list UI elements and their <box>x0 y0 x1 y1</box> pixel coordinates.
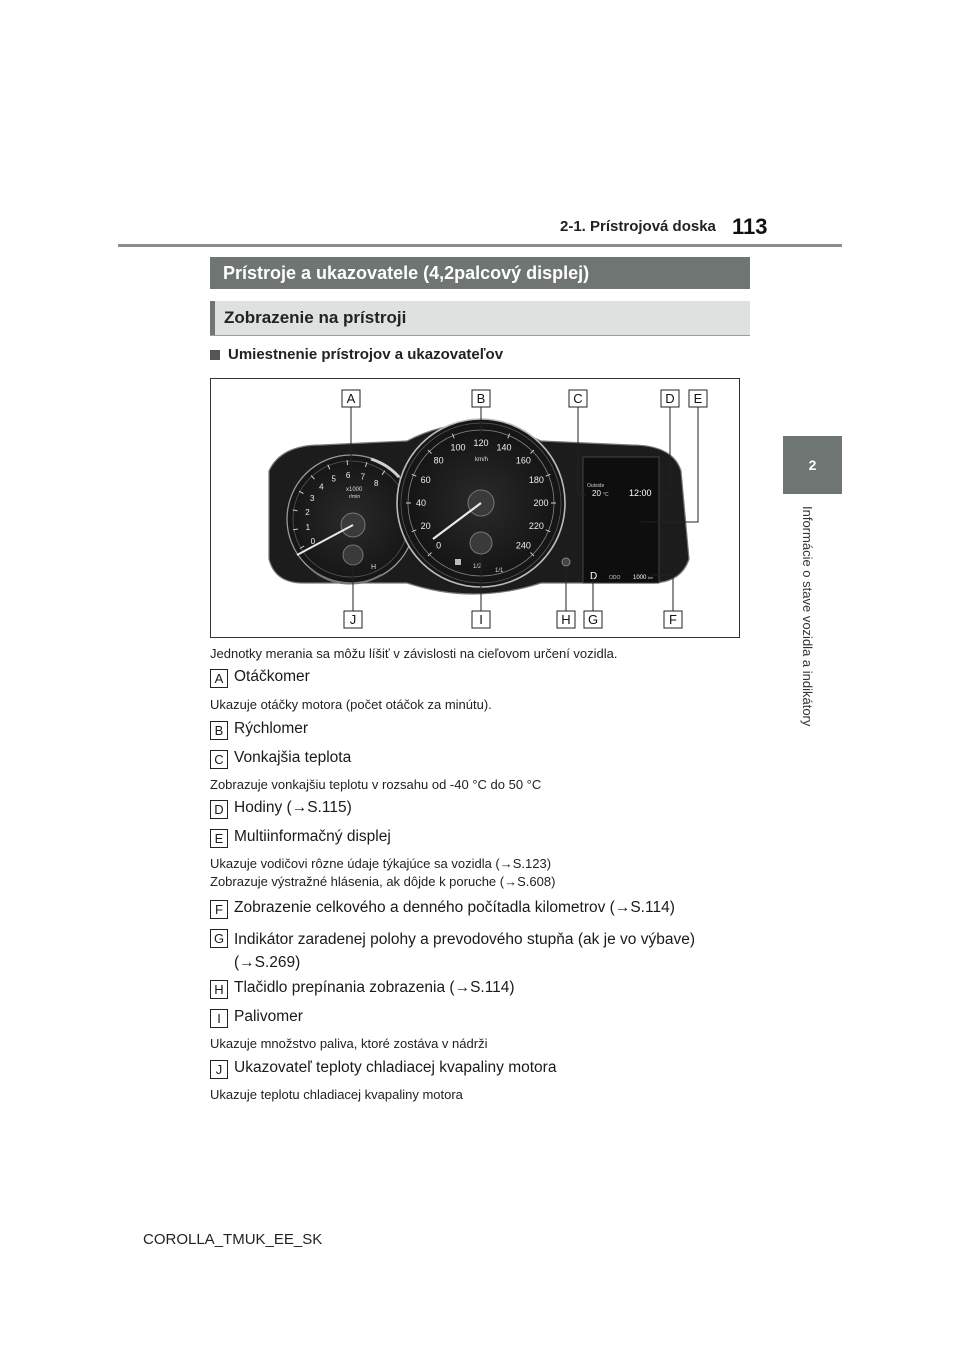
speed-tick-label: 120 <box>473 438 489 449</box>
callout-J <box>344 611 362 628</box>
svg-text:B: B <box>476 391 486 406</box>
item-j-desc: Ukazuje teplotu chladiacej kvapaliny motora <box>210 1087 463 1102</box>
item-title: Vonkajšia teplota <box>234 749 352 766</box>
figure-caption: Jednotky merania sa môžu líšiť v závislosti na cieľovom určení vozidla. <box>210 646 618 661</box>
fuel-full-label: 1/1 <box>495 568 504 574</box>
speed-tick-label: 100 <box>450 442 466 453</box>
label-box: J <box>210 1060 228 1079</box>
outside-temp-unit: °C <box>603 492 609 498</box>
callout-I <box>472 611 490 628</box>
item-title: Palivomer <box>234 1008 303 1025</box>
label-box: E <box>210 829 228 848</box>
odo-label: ODO <box>609 575 621 581</box>
square-bullet-icon <box>210 350 220 360</box>
callout-A <box>342 390 360 407</box>
svg-text:H: H <box>561 612 571 627</box>
item-c-desc: Zobrazuje vonkajšiu teplotu v rozsahu od -40 °C do 50 °C <box>210 777 542 792</box>
speed-tick-label: 240 <box>515 540 531 551</box>
section-header: 2-1. Prístrojová doska <box>560 218 716 235</box>
tach-tick-label: 1 <box>305 522 311 532</box>
item-h <box>210 979 515 999</box>
item-title: Tlačidlo prepínania zobrazenia (→S.114) <box>234 979 515 996</box>
speed-tick-label: 140 <box>496 442 512 453</box>
instrument-cluster-figure <box>210 378 740 638</box>
label-box: H <box>210 980 228 999</box>
speed-unit: km/h <box>475 457 489 463</box>
tach-unit-bottom: r/min <box>349 494 361 500</box>
subheading <box>210 346 503 363</box>
tach-tick-label: 3 <box>309 494 315 504</box>
item-d <box>210 799 352 819</box>
speed-tick-label: 20 <box>420 521 431 532</box>
callout-H <box>557 611 575 628</box>
label-box: G <box>210 929 228 948</box>
item-title: Indikátor zaradenej polohy a prevodového stupňa (ak je vo výbave) (→S.269) <box>234 931 695 971</box>
tach-tick-label: 4 <box>319 482 324 492</box>
item-title: Ukazovateľ teploty chladiacej kvapaliny motora <box>234 1059 557 1076</box>
subheading-text: Umiestnenie prístrojov a ukazovateľov <box>228 346 504 363</box>
svg-text:E: E <box>693 391 703 406</box>
tach-tick-label: 8 <box>373 478 379 488</box>
multi-info-display <box>583 457 659 583</box>
item-title: Hodiny (→S.115) <box>234 799 352 816</box>
subsection-title: Zobrazenie na prístroji <box>210 301 750 335</box>
callout-E <box>689 390 707 407</box>
item-title: Otáčkomer <box>234 668 310 685</box>
label-box: C <box>210 750 228 769</box>
item-a <box>210 668 310 688</box>
tach-tick-label: 2 <box>305 508 310 518</box>
odo-value: 1000 <box>633 575 647 581</box>
callout-F <box>664 611 682 628</box>
tach-tick-label: 5 <box>331 474 336 484</box>
label-box: F <box>210 900 228 919</box>
fuel-pump-icon <box>455 559 461 565</box>
svg-text:J: J <box>349 612 357 627</box>
speed-tick-label: 180 <box>528 475 544 486</box>
item-j <box>210 1059 556 1079</box>
chapter-title: Informácie o stave vozidla a indikátory <box>800 506 815 727</box>
speed-tick-label: 40 <box>415 498 427 509</box>
fuel-half-label: 1/2 <box>473 564 482 570</box>
clock-display: 12:00 <box>629 488 652 498</box>
label-box: A <box>210 669 228 688</box>
item-f <box>210 899 675 919</box>
item-g <box>210 928 754 974</box>
cluster-illustration <box>211 379 739 637</box>
item-b <box>210 720 308 740</box>
speed-tick-label: 200 <box>533 498 549 509</box>
speed-tick-label: 60 <box>420 475 431 486</box>
tachometer <box>287 455 415 584</box>
item-e <box>210 828 391 848</box>
subsection-rule <box>210 335 750 336</box>
callout-D <box>661 390 679 407</box>
svg-text:I: I <box>479 612 483 627</box>
speed-tick-label: 220 <box>528 521 544 532</box>
outside-temp: 20 <box>592 489 601 498</box>
callout-C <box>569 390 587 407</box>
svg-text:F: F <box>669 612 677 627</box>
svg-text:G: G <box>587 612 599 627</box>
item-title: Zobrazenie celkového a denného počítadla kilometrov (→S.114) <box>234 899 675 916</box>
svg-text:C: C <box>573 391 583 406</box>
speed-tick-label: 0 <box>436 540 442 551</box>
speed-tick-label: 80 <box>433 455 444 466</box>
callout-B <box>472 390 490 407</box>
speed-tick-label: 160 <box>515 455 531 466</box>
callout-G <box>584 611 602 628</box>
label-box: B <box>210 721 228 740</box>
label-box: I <box>210 1009 228 1028</box>
label-box: D <box>210 800 228 819</box>
chapter-tab: 2 <box>783 436 842 494</box>
svg-text:A: A <box>346 391 356 406</box>
display-switch-button <box>562 558 570 566</box>
section-title: Prístroje a ukazovatele (4,2palcový displej) <box>210 257 750 289</box>
tach-tick-label: 0 <box>310 536 316 546</box>
item-a-desc: Ukazuje otáčky motora (počet otáčok za minútu). <box>210 697 492 712</box>
gear-indicator: D <box>590 571 598 582</box>
outside-label: Outside <box>587 483 605 489</box>
item-i <box>210 1008 303 1028</box>
item-e-desc-2: Zobrazuje výstražné hlásenia, ak dôjde k poruche (→S.608) <box>210 874 556 889</box>
page-number: 113 <box>732 214 768 239</box>
tach-tick-label: 6 <box>345 470 351 480</box>
footer-doc-id: COROLLA_TMUK_EE_SK <box>143 1231 323 1248</box>
item-title: Rýchlomer <box>234 720 309 737</box>
tach-tick-label: 7 <box>360 472 366 482</box>
odo-unit: km <box>648 575 654 580</box>
temp-high-label: H <box>371 564 377 571</box>
svg-text:D: D <box>665 391 675 406</box>
item-c <box>210 749 351 769</box>
tach-unit-top: x1000 <box>346 487 363 493</box>
item-i-desc: Ukazuje množstvo paliva, ktoré zostáva v nádrži <box>210 1036 488 1051</box>
item-title: Multiinformačný displej <box>234 828 391 845</box>
item-e-desc-1: Ukazuje vodičovi rôzne údaje týkajúce sa vozidla (→S.123) <box>210 856 552 871</box>
header-rule <box>118 244 842 247</box>
